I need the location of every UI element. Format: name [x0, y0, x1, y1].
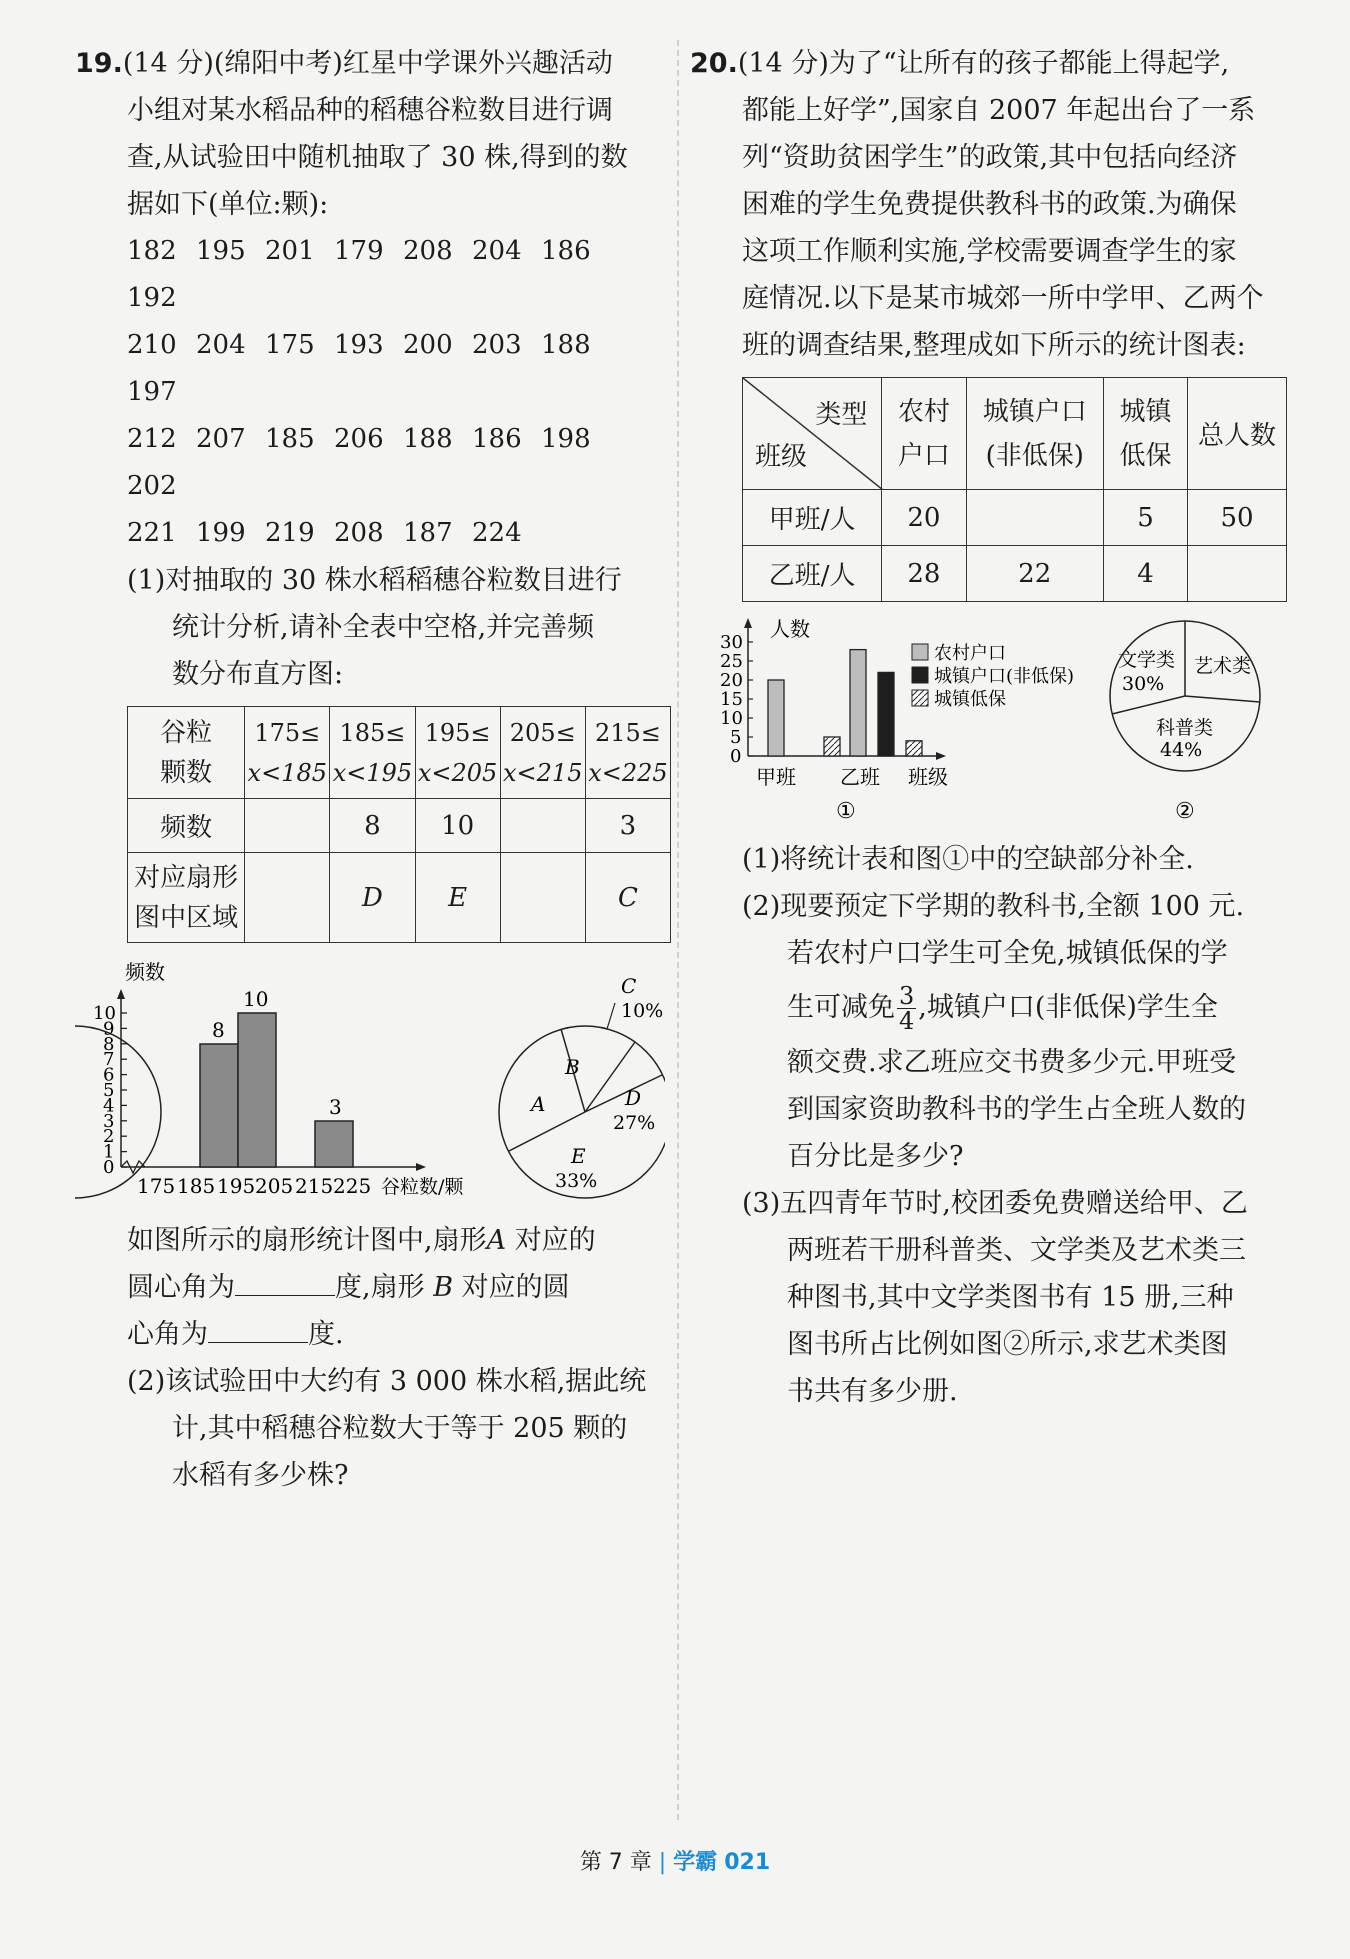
hist-y-tick-label: 9	[103, 1018, 115, 1040]
hist-y-tick-label: 0	[103, 1157, 115, 1178]
pie-label-a: A	[531, 1092, 546, 1116]
bar-y-tick-label: 5	[730, 727, 742, 748]
bar-xlabel: 班级	[908, 765, 948, 789]
table-cell: 22	[966, 546, 1103, 602]
hist-y-tick-label: 6	[103, 1064, 115, 1086]
hist-x-arrow	[416, 1163, 426, 1171]
q20-part3-line: 图书所占比例如图②所示,求艺术类图	[787, 1329, 1228, 1360]
q20-line: 这项工作顺利实施,学校需要调查学生的家	[742, 236, 1237, 267]
table-interval-cell: 195≤ x<205	[415, 707, 500, 799]
table-interval-cell: 205≤ x<215	[500, 707, 585, 799]
pie2-pct-literature: 30%	[1122, 673, 1165, 695]
question-19	[75, 40, 668, 1499]
hist-y-tick-label: 8	[103, 1033, 115, 1055]
hist-y-tick-label: 2	[103, 1126, 115, 1148]
q20-survey-table	[742, 377, 1287, 602]
bar-y-tick-label: 0	[730, 746, 742, 767]
q19-data-row: 212 207 185 206 188 186 198202	[127, 424, 591, 501]
answer-blank[interactable]	[208, 1318, 308, 1343]
hist-y-tick-label: 3	[103, 1110, 115, 1132]
legend-label: 城镇低保	[934, 689, 1006, 710]
q20-part3-line: 两班若干册科普类、文学类及艺术类三	[787, 1235, 1246, 1266]
table-row-label: 乙班/人	[743, 546, 882, 602]
hist-x-tick: 195	[217, 1174, 256, 1198]
q19-line-4: 据如下(单位:颗):	[127, 189, 329, 220]
table-cell: 50	[1188, 490, 1287, 546]
table-region-label: 对应扇形 图中区域	[128, 853, 245, 943]
hist-y-tick-label: 4	[103, 1095, 115, 1117]
bar-rural-1	[850, 650, 866, 756]
pie2-label-literature: 文学类	[1118, 649, 1176, 671]
hist-y-tick-label: 1	[103, 1141, 115, 1163]
hist-x-tick: 225	[333, 1174, 372, 1198]
table-interval-cell: 175≤ x<185	[245, 707, 330, 799]
pie-outline	[75, 1026, 161, 1198]
pie-label-d: D	[625, 1086, 642, 1110]
table-col-header: 农村 户口	[882, 378, 966, 490]
pie-divider	[585, 1075, 662, 1112]
bar-rural-0	[768, 680, 784, 756]
fraction-three-quarters: $\frac{3}{4}$	[899, 982, 915, 1035]
footer-chapter: 第 7 章	[579, 1850, 652, 1875]
bar-lowincome-1	[906, 741, 922, 756]
q20-part2-line: 百分比是多少?	[787, 1141, 964, 1172]
pie-label-e: E	[571, 1144, 586, 1168]
footer-separator: |	[658, 1850, 667, 1875]
q19-number: 19.	[75, 48, 123, 79]
q19-part1-line: (1)对抽取的 30 株水稻稻穗谷粒数目进行	[127, 565, 622, 596]
figure-caption-1: ①	[836, 799, 856, 824]
pie-pct-d: 27%	[613, 1112, 656, 1134]
q20-line: 列“资助贫困学生”的政策,其中包括向经济	[742, 142, 1238, 173]
table-freq-cell: 10	[415, 799, 500, 853]
legend-swatch-rural	[912, 644, 928, 660]
answer-blank[interactable]	[235, 1271, 335, 1296]
table-region-cell: C	[585, 853, 670, 943]
table-col-header: 总人数	[1188, 378, 1287, 490]
hist-y-arrow	[117, 989, 125, 999]
q20-pie-chart	[1110, 621, 1260, 824]
hist-bar-215-225	[315, 1121, 353, 1167]
pie2-label-art: 艺术类	[1194, 655, 1252, 677]
q19-angle-line-3: 心角为 度.	[127, 1319, 344, 1350]
hist-ylabel: 频数	[125, 960, 165, 984]
table-freq-cell	[245, 799, 330, 853]
table-col-header: 城镇户口 (非低保)	[966, 378, 1103, 490]
bar-category-label: 甲班	[756, 765, 796, 789]
hist-bar-195-205	[238, 1013, 276, 1167]
q20-line: 都能上好学”,国家自 2007 年起出台了一系	[742, 95, 1256, 126]
bar-category-label: 乙班	[840, 765, 880, 789]
bar-urban-1	[878, 672, 894, 756]
page-footer	[0, 1845, 1350, 1876]
hist-x-tick: 175	[137, 1174, 176, 1198]
bar-lowincome-0	[824, 737, 840, 756]
table-interval-cell: 215≤ x<225	[585, 707, 670, 799]
table-col-header: 城镇 低保	[1103, 378, 1187, 490]
q20-line: 庭情况.以下是某市城郊一所中学甲、乙两个	[742, 283, 1264, 314]
bar-ylabel: 人数	[770, 617, 810, 641]
diag-top-label: 类型	[815, 400, 868, 430]
hist-x-tick: 215	[295, 1174, 334, 1198]
table-cell: 28	[882, 546, 966, 602]
table-cell: 20	[882, 490, 966, 546]
table-diagonal-header	[743, 378, 882, 490]
table-freq-cell: 3	[585, 799, 670, 853]
hist-y-tick-label: 7	[103, 1049, 115, 1071]
table-cell: 5	[1103, 490, 1187, 546]
hist-bar-label: 3	[329, 1095, 342, 1119]
table-cell: 4	[1103, 546, 1187, 602]
hist-bar-185-195	[200, 1044, 238, 1167]
column-divider	[677, 40, 679, 1820]
q19-part1-line: 数分布直方图:	[172, 659, 344, 690]
legend-swatch-urban	[912, 667, 928, 683]
q19-part2-line: 计,其中稻穗谷粒数大于等于 205 颗的	[172, 1413, 628, 1444]
footer-brand: 学霸	[673, 1850, 718, 1875]
pie2-divider	[1185, 696, 1260, 702]
bar-y-tick-label: 10	[720, 708, 743, 729]
q19-angle-line-1: 如图所示的扇形统计图中,扇形A 对应的	[127, 1225, 596, 1256]
question-20	[690, 40, 1290, 1415]
q19-figure	[75, 947, 665, 1217]
table-freq-cell	[500, 799, 585, 853]
pie2-divider	[1112, 696, 1185, 714]
bar-y-tick-label: 30	[720, 632, 743, 653]
hist-xlabel: 谷粒数/颗	[381, 1176, 464, 1198]
table-region-cell	[245, 853, 330, 943]
bar-y-tick-label: 25	[720, 651, 743, 672]
q19-part2-line: 水稻有多少株?	[172, 1460, 349, 1491]
pie-label-c: C	[621, 974, 637, 998]
table-cell	[966, 490, 1103, 546]
q20-part2-line: 额交费.求乙班应交书费多少元.甲班受	[787, 1047, 1237, 1078]
q20-line-1: 20.(14 分)为了“让所有的孩子都能上得起学,	[690, 48, 1230, 79]
pie2-pct-science: 44%	[1160, 739, 1203, 761]
q19-line-1: 19.(14 分)(绵阳中考)红星中学课外兴趣活动	[75, 48, 613, 79]
q20-line: 困难的学生免费提供教科书的政策.为确保	[742, 189, 1237, 220]
q20-figure	[690, 606, 1290, 836]
footer-page-number: 021	[724, 1850, 771, 1875]
pie-pct-e: 33%	[555, 1170, 598, 1192]
figure-caption-2: ②	[1175, 799, 1195, 824]
table-cell	[1188, 546, 1287, 602]
hist-bar-label: 10	[243, 987, 269, 1011]
legend-label: 农村户口	[934, 643, 1006, 664]
hist-bar-label: 8	[212, 1018, 225, 1042]
q20-part2-fraction-line: 生可减免 $\frac{3}{4}$ ,城镇户口(非低保)学生全	[787, 982, 1218, 1035]
table-freq-cell: 8	[330, 799, 415, 853]
table-region-cell: E	[415, 853, 500, 943]
table-region-cell: D	[330, 853, 415, 943]
q19-data-row: 182 195 201 179 208 204 186192	[127, 236, 591, 313]
q19-frequency-table	[127, 706, 671, 943]
q20-part2-line: (2)现要预定下学期的教科书,全额 100 元.	[742, 891, 1245, 922]
table-header-cell: 谷粒 颗数	[128, 707, 245, 799]
q19-part1-line: 统计分析,请补全表中空格,并完善频	[172, 612, 595, 643]
hist-y-tick-label: 5	[103, 1080, 115, 1101]
q20-part1: (1)将统计表和图①中的空缺部分补全.	[742, 844, 1194, 875]
q19-data-row: 221 199 219 208 187 224	[127, 518, 522, 548]
bar-y-tick-label: 15	[720, 689, 743, 710]
table-region-cell	[500, 853, 585, 943]
q20-part3-line: (3)五四青年节时,校团委免费赠送给甲、乙	[742, 1188, 1248, 1219]
pie-label-b: B	[565, 1055, 580, 1079]
table-freq-label: 频数	[128, 799, 245, 853]
bar-y-arrow	[744, 618, 752, 628]
legend-swatch-lowincome	[912, 690, 928, 706]
q19-part2-line: (2)该试验田中大约有 3 000 株水稻,据此统	[127, 1366, 647, 1397]
q20-line: 班的调查结果,整理成如下所示的统计图表:	[742, 330, 1246, 361]
q20-part3-line: 书共有多少册.	[787, 1376, 958, 1407]
bar-y-tick-label: 20	[720, 670, 743, 691]
q19-pie-chart	[75, 974, 665, 1198]
diag-bottom-label: 班级	[755, 442, 808, 472]
legend-label: 城镇户口(非低保)	[934, 666, 1075, 687]
q20-part2-line: 到国家资助教科书的学生占全班人数的	[787, 1094, 1246, 1125]
table-row-label: 甲班/人	[743, 490, 882, 546]
hist-x-tick: 205	[255, 1174, 294, 1198]
pie-pct-c: 10%	[621, 1000, 664, 1022]
bar-x-arrow	[936, 752, 946, 760]
q20-part3-line: 种图书,其中文学类图书有 15 册,三种	[787, 1282, 1234, 1313]
q19-line-3: 查,从试验田中随机抽取了 30 株,得到的数	[127, 142, 628, 173]
hist-y-tick-label: 10	[93, 1003, 116, 1024]
pie2-label-science: 科普类	[1156, 717, 1214, 739]
hist-x-tick: 185	[177, 1174, 216, 1198]
q19-data-row: 210 204 175 193 200 203 188197	[127, 330, 591, 407]
q19-line-2: 小组对某水稻品种的稻穗谷粒数目进行调	[127, 95, 613, 126]
q20-part2-line: 若农村户口学生可全免,城镇低保的学	[787, 938, 1228, 969]
pie-leader-line	[607, 1003, 615, 1029]
q19-angle-line-2: 圆心角为 度,扇形 B 对应的圆	[127, 1272, 570, 1303]
q20-bar-chart	[720, 617, 1074, 824]
q20-number: 20.	[690, 48, 738, 79]
table-interval-cell: 185≤ x<195	[330, 707, 415, 799]
